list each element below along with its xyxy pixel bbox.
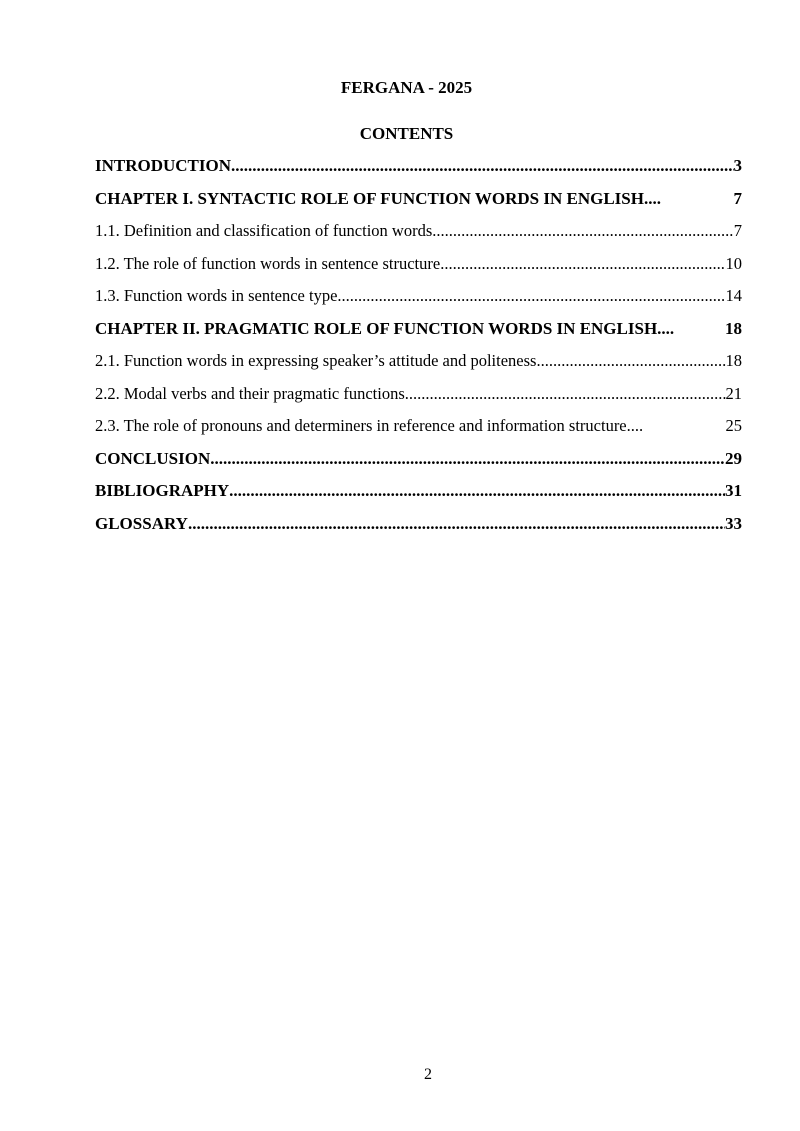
toc-entry-introduction[interactable] [95, 153, 742, 186]
toc-entry-title: CHAPTER II. PRAGMATIC ROLE OF FUNCTION WORDS IN ENGLISH [95, 318, 658, 338]
toc-entry-glossary[interactable] [95, 511, 742, 544]
contents-title: CONTENTS [359, 124, 454, 143]
dot-leader [627, 413, 726, 439]
table-of-contents [95, 153, 742, 543]
dot-leader [657, 316, 721, 342]
dot-leader [231, 153, 733, 179]
dot-leader [536, 348, 725, 374]
toc-entry-page: 14 [725, 286, 742, 305]
toc-entry-title: CONCLUSION [95, 448, 211, 468]
toc-entry-conclusion[interactable] [95, 446, 742, 479]
dot-leader [432, 218, 733, 244]
toc-entry-title: CHAPTER I. SYNTACTIC ROLE OF FUNCTION WORDS IN ENGLISH [95, 188, 644, 208]
toc-entry-section-1-1[interactable] [95, 218, 742, 251]
toc-entry-title: 1.1. Definition and classification of function words [95, 221, 433, 240]
toc-entry-chapter-1[interactable] [95, 186, 742, 219]
toc-entry-page: 7 [733, 221, 742, 240]
toc-entry-title: 2.3. The role of pronouns and determiners in reference and information structure [95, 416, 627, 435]
toc-entry-page: 3 [733, 156, 742, 175]
toc-entry-bibliography[interactable] [95, 478, 742, 511]
toc-entry-title: INTRODUCTION [95, 156, 232, 175]
toc-entry-page: 33 [725, 513, 742, 533]
toc-entry-page: 18 [725, 351, 742, 370]
toc-entry-page: 25 [725, 416, 742, 435]
toc-entry-section-2-1[interactable] [95, 348, 742, 381]
toc-entry-title: BIBLIOGRAPHY [95, 481, 230, 500]
page-number: 2 [424, 1066, 432, 1083]
dot-leader [440, 251, 725, 277]
dot-leader [229, 478, 725, 504]
toc-entry-chapter-2[interactable] [95, 316, 742, 349]
dot-leader [210, 446, 725, 472]
toc-entry-section-2-3[interactable] [95, 413, 742, 446]
toc-entry-page: 18 [725, 318, 742, 338]
toc-entry-page: 10 [725, 253, 742, 273]
toc-entry-title: 1.2. The role of function words in sentence structure [95, 253, 441, 273]
dot-leader [188, 511, 725, 537]
toc-entry-section-1-2[interactable] [95, 251, 742, 284]
dot-leader [337, 283, 725, 309]
dot-leader [644, 186, 734, 212]
toc-entry-section-2-2[interactable] [95, 381, 742, 414]
toc-entry-page: 21 [725, 383, 742, 403]
toc-entry-title: 2.2. Modal verbs and their pragmatic functions [95, 383, 405, 403]
toc-entry-section-1-3[interactable] [95, 283, 742, 316]
toc-entry-title: 1.3. Function words in sentence type [95, 286, 338, 305]
toc-entry-title: GLOSSARY [95, 513, 188, 533]
toc-entry-page: 29 [725, 448, 742, 468]
toc-entry-title: 2.1. Function words in expressing speaker’s attitude and politeness [95, 351, 537, 370]
city-year-heading: FERGANA - 2025 [340, 78, 473, 97]
dot-leader [405, 381, 726, 407]
toc-entry-page: 7 [733, 188, 742, 208]
toc-entry-page: 31 [725, 481, 742, 500]
